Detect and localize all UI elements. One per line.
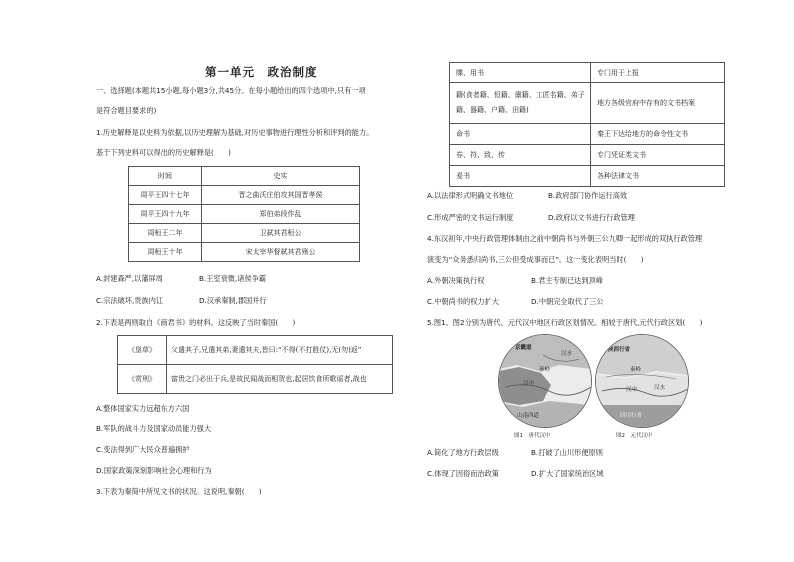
table-row <box>450 124 725 145</box>
q2-option-a: A.整体国家实力远超东方六国 <box>96 404 190 413</box>
table-cell: 专门凭证类文书 <box>591 145 725 166</box>
map2-caption: 图2 元代汉中 <box>616 433 653 439</box>
q3-option-b: B.政府部门协作运行高效 <box>548 191 628 200</box>
table-row <box>118 336 393 365</box>
table-cell: 《赏刑》 <box>118 365 167 394</box>
table-cell: 籍(食者籍、恒籍、廪籍、工匠名籍、弟子籍、器籍、户籍、田籍) <box>450 83 591 124</box>
q2-stem: 2.下表是两则取自《商君书》的材料。这反映了当时秦国( ) <box>96 318 296 327</box>
map-tang-hanzhong <box>498 334 592 428</box>
table-cell: 牒、用书 <box>450 63 591 83</box>
q1-option-a: A.封建森严,以藩屏周 <box>96 274 163 283</box>
table-row <box>118 365 393 394</box>
map-label: 秦岭 <box>630 367 642 373</box>
q5-option-b: B.打破了山川形便原则 <box>531 448 603 457</box>
table-cell: 晋之曲沃庄伯攻其国晋孝侯 <box>202 186 360 205</box>
q1-table <box>128 166 360 262</box>
map-label: 汉水 <box>654 385 666 391</box>
table-cell: 周桓王十年 <box>129 243 202 262</box>
q5-option-d: D.扩大了国家统治区域 <box>531 469 604 478</box>
q3-stem: 3.下表为秦简中所见文书的状况。这说明,秦朝( ) <box>96 487 262 496</box>
map-label: 汉中 <box>626 387 638 393</box>
section-intro-line1: 一、选择题(本题共15小题,每小题3分,共45分。在每小题给出的四个选项中,只有一项 <box>96 86 366 95</box>
q4-option-d: D.中朝完全取代了三公 <box>531 297 604 306</box>
q5-option-c: C.体现了因俗而治政策 <box>427 469 499 478</box>
q2-option-b: B.军队的战斗力及国家动员能力强大 <box>96 424 212 433</box>
map-graphic <box>499 335 591 427</box>
table-row <box>129 243 360 262</box>
q4-stem-line1: 4.东汉初年,中央行政管理体制由之前中朝尚书与外朝三公九卿一起形成的双执行政管理 <box>427 234 703 243</box>
q1-stem-line2: 基于下列史料可以得出的历史解释是( ) <box>96 148 231 157</box>
table-cell: 宋太宰华督弑其君殇公 <box>202 243 360 262</box>
map-label: 汉水 <box>561 351 573 357</box>
table-cell: 命书 <box>450 124 591 145</box>
table-row <box>129 205 360 224</box>
q4-stem-line2: 演变为“众务悉归尚书,三公但受成事而已”。这一变化表明当时( ) <box>427 255 644 264</box>
table-cell: 周桓王二年 <box>129 224 202 243</box>
map-yuan-hanzhong <box>595 334 689 428</box>
q1-option-c: C.宗法破坏,贵族内讧 <box>96 296 164 305</box>
table-header: 时间 <box>129 167 202 186</box>
page-title: 第一单元 政治制度 <box>205 65 318 79</box>
map-label: 陕西行省 <box>608 347 631 353</box>
table-header: 史实 <box>202 167 360 186</box>
table-cell: 富贵之门必出于兵,是故民闻战而相贺也,起居饮食所歌谣者,战也 <box>167 365 393 394</box>
section-intro-line2: 是符合题目要求的) <box>96 106 157 115</box>
q2-option-c: C.变法得到广大民众普遍拥护 <box>96 445 190 454</box>
q2-option-d: D.国家政策深刻影响社会心理和行为 <box>96 466 212 475</box>
table-cell: 卫弑其君桓公 <box>202 224 360 243</box>
q5-stem: 5.图1、图2分别为唐代、元代汉中地区行政区划情况。相较于唐代,元代行政区划( ) <box>427 318 703 327</box>
q4-option-a: A.外朝决策执行权 <box>427 276 485 285</box>
q2-table <box>117 335 393 394</box>
q1-option-b: B.王室衰微,诸侯争霸 <box>199 274 267 283</box>
map-label: 京畿道 <box>515 345 532 351</box>
map-label: 山南西道 <box>517 413 540 419</box>
table-row <box>450 83 725 124</box>
map1-caption: 图1 唐代汉中 <box>514 433 551 439</box>
q4-option-c: C.中朝尚书的权力扩大 <box>427 297 499 306</box>
q3-option-c: C.形成严密的文书运行制度 <box>427 213 514 222</box>
map-label: 四川行省 <box>620 413 643 419</box>
q3-table <box>449 62 725 187</box>
table-cell: 秦王下达给地方的命令性文书 <box>591 124 725 145</box>
map-label: 汉中 <box>523 381 535 387</box>
table-cell: 专门用于上报 <box>591 63 725 83</box>
table-row <box>450 145 725 166</box>
table-cell: 券、符、致、传 <box>450 145 591 166</box>
q1-option-d: D.汉承秦制,郡国并行 <box>199 296 267 305</box>
q3-option-d: D.政府以文书进行行政管理 <box>548 213 635 222</box>
table-cell: 爰书 <box>450 166 591 187</box>
table-row <box>450 166 725 187</box>
map-label: 秦岭 <box>539 367 551 373</box>
table-row <box>129 186 360 205</box>
table-cell: 各种法律文书 <box>591 166 725 187</box>
q3-option-a: A.以法律形式明确文书地位 <box>427 191 514 200</box>
table-row <box>450 63 725 83</box>
table-row <box>129 224 360 243</box>
q1-stem-line1: 1.历史解释是以史料为依据,以历史理解为基础,对历史事物进行理性分析和评判的能力。 <box>96 128 374 137</box>
table-cell: 郑伯弟段作乱 <box>202 205 360 224</box>
table-cell: 父遣其子,兄遣其弟,妻遣其夫,皆曰:“不得(不打胜仗),无(勿)返” <box>167 336 393 365</box>
q4-option-b: B.君主专制已达到顶峰 <box>531 276 603 285</box>
table-header-row <box>129 167 360 186</box>
table-cell: 周平王四十九年 <box>129 205 202 224</box>
table-cell: 《垦草》 <box>118 336 167 365</box>
q5-option-a: A.简化了地方行政层级 <box>427 448 499 457</box>
table-cell: 周平王四十七年 <box>129 186 202 205</box>
table-cell: 地方各级官府中存有的文书档案 <box>591 83 725 124</box>
